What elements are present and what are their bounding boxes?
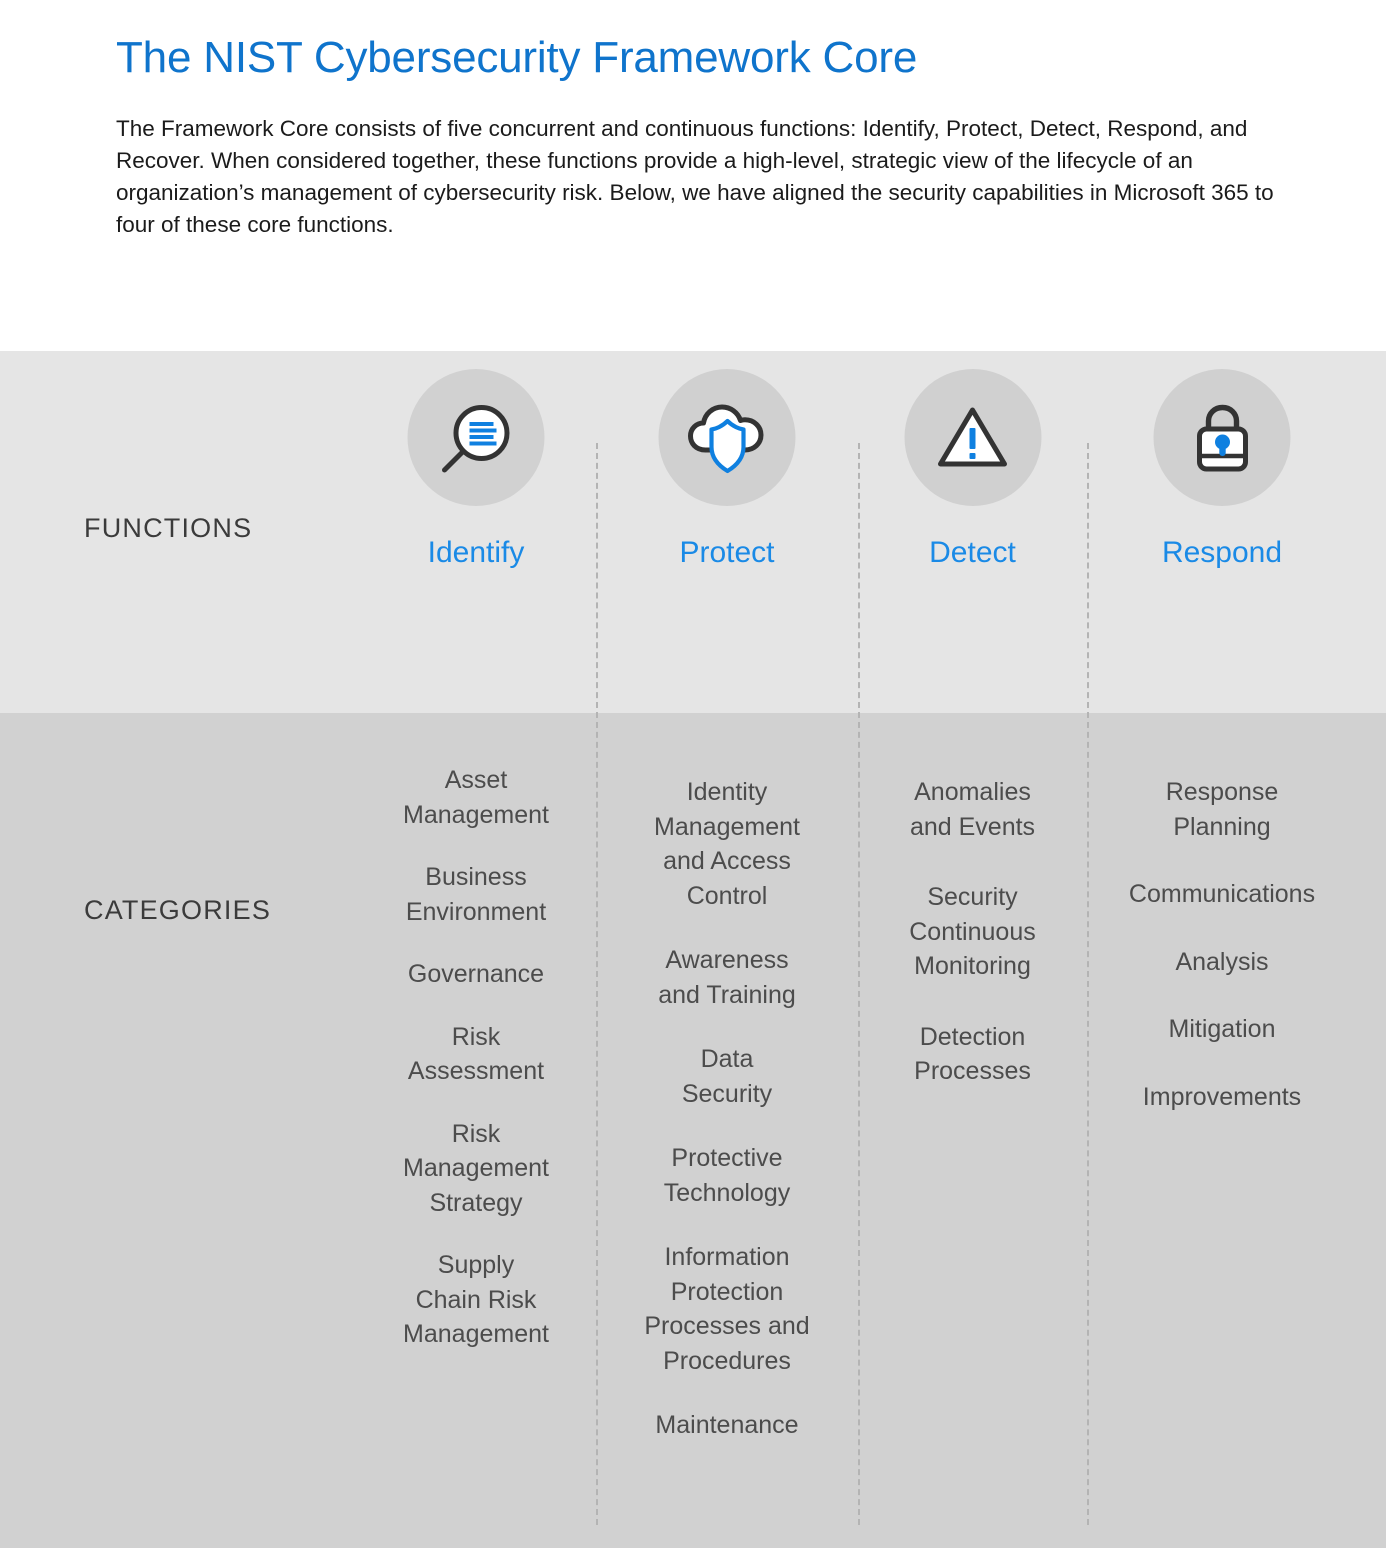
detect-icon-circle (904, 369, 1041, 506)
framework-matrix (0, 351, 1386, 1548)
category-item: Asset Management (403, 766, 549, 829)
category-item: Response Planning (1165, 778, 1279, 841)
category-item: Supply Chain Risk Management (403, 1251, 549, 1348)
protect-icon-circle (659, 369, 796, 506)
category-list-respond (1091, 775, 1353, 1147)
category-item: Risk Assessment (407, 1022, 545, 1085)
category-item: Anomalies and Events (909, 778, 1036, 841)
category-item: Communications (1128, 880, 1316, 908)
category-item: Data Security (681, 1045, 773, 1108)
category-item: Awareness and Training (658, 946, 796, 1009)
category-list-detect (862, 775, 1083, 1125)
category-item: Detection Processes (914, 1022, 1031, 1085)
page-title: The NIST Cybersecurity Framework Core (116, 33, 918, 82)
functions-row-label: FUNCTIONS (84, 513, 253, 543)
category-item: Maintenance (655, 1411, 799, 1439)
intro-paragraph: The Framework Core consists of five concurrent and continuous functions: Identify, Protect, Detect, Respond, and Recover. When considered together, these functions provide a high-level, strategic view of the lifecycle of an organization’s management of cybersecurity risk. Below, we have aligned the security capabilities in Microsoft 365 to four of these core functions. (116, 116, 1274, 237)
magnifier-document-icon (431, 393, 521, 483)
category-item: Security Continuous Monitoring (909, 883, 1036, 980)
category-item: Risk Management Strategy (403, 1119, 549, 1217)
function-name-identify: Identify (427, 536, 525, 569)
category-item: Analysis (1175, 947, 1269, 976)
category-item: Protective Technology (663, 1144, 791, 1207)
category-list-protect (600, 775, 854, 1473)
function-name-respond: Respond (1161, 536, 1283, 569)
category-item: Improvements (1142, 1082, 1302, 1111)
function-name-protect: Protect (679, 536, 775, 569)
header-section (0, 0, 1386, 351)
category-item: Governance (407, 960, 545, 988)
function-column-respond (1091, 351, 1353, 1548)
categories-row-label: CATEGORIES (84, 895, 272, 925)
warning-triangle-icon (929, 394, 1017, 482)
category-item: Identity Management and Access Control (654, 778, 800, 910)
function-column-detect (862, 351, 1083, 1548)
category-item: Information Protection Processes and Procedures (644, 1243, 810, 1375)
identify-icon-circle (408, 369, 545, 506)
category-item: Business Environment (405, 863, 547, 926)
function-column-identify (360, 351, 592, 1548)
padlock-icon (1180, 396, 1264, 480)
respond-icon-circle (1154, 369, 1291, 506)
function-column-protect (600, 351, 854, 1548)
cloud-shield-icon (681, 392, 773, 484)
function-columns (0, 351, 1386, 1548)
category-item: Mitigation (1168, 1015, 1276, 1043)
category-list-identify (360, 763, 592, 1352)
function-name-detect: Detect (929, 536, 1016, 569)
